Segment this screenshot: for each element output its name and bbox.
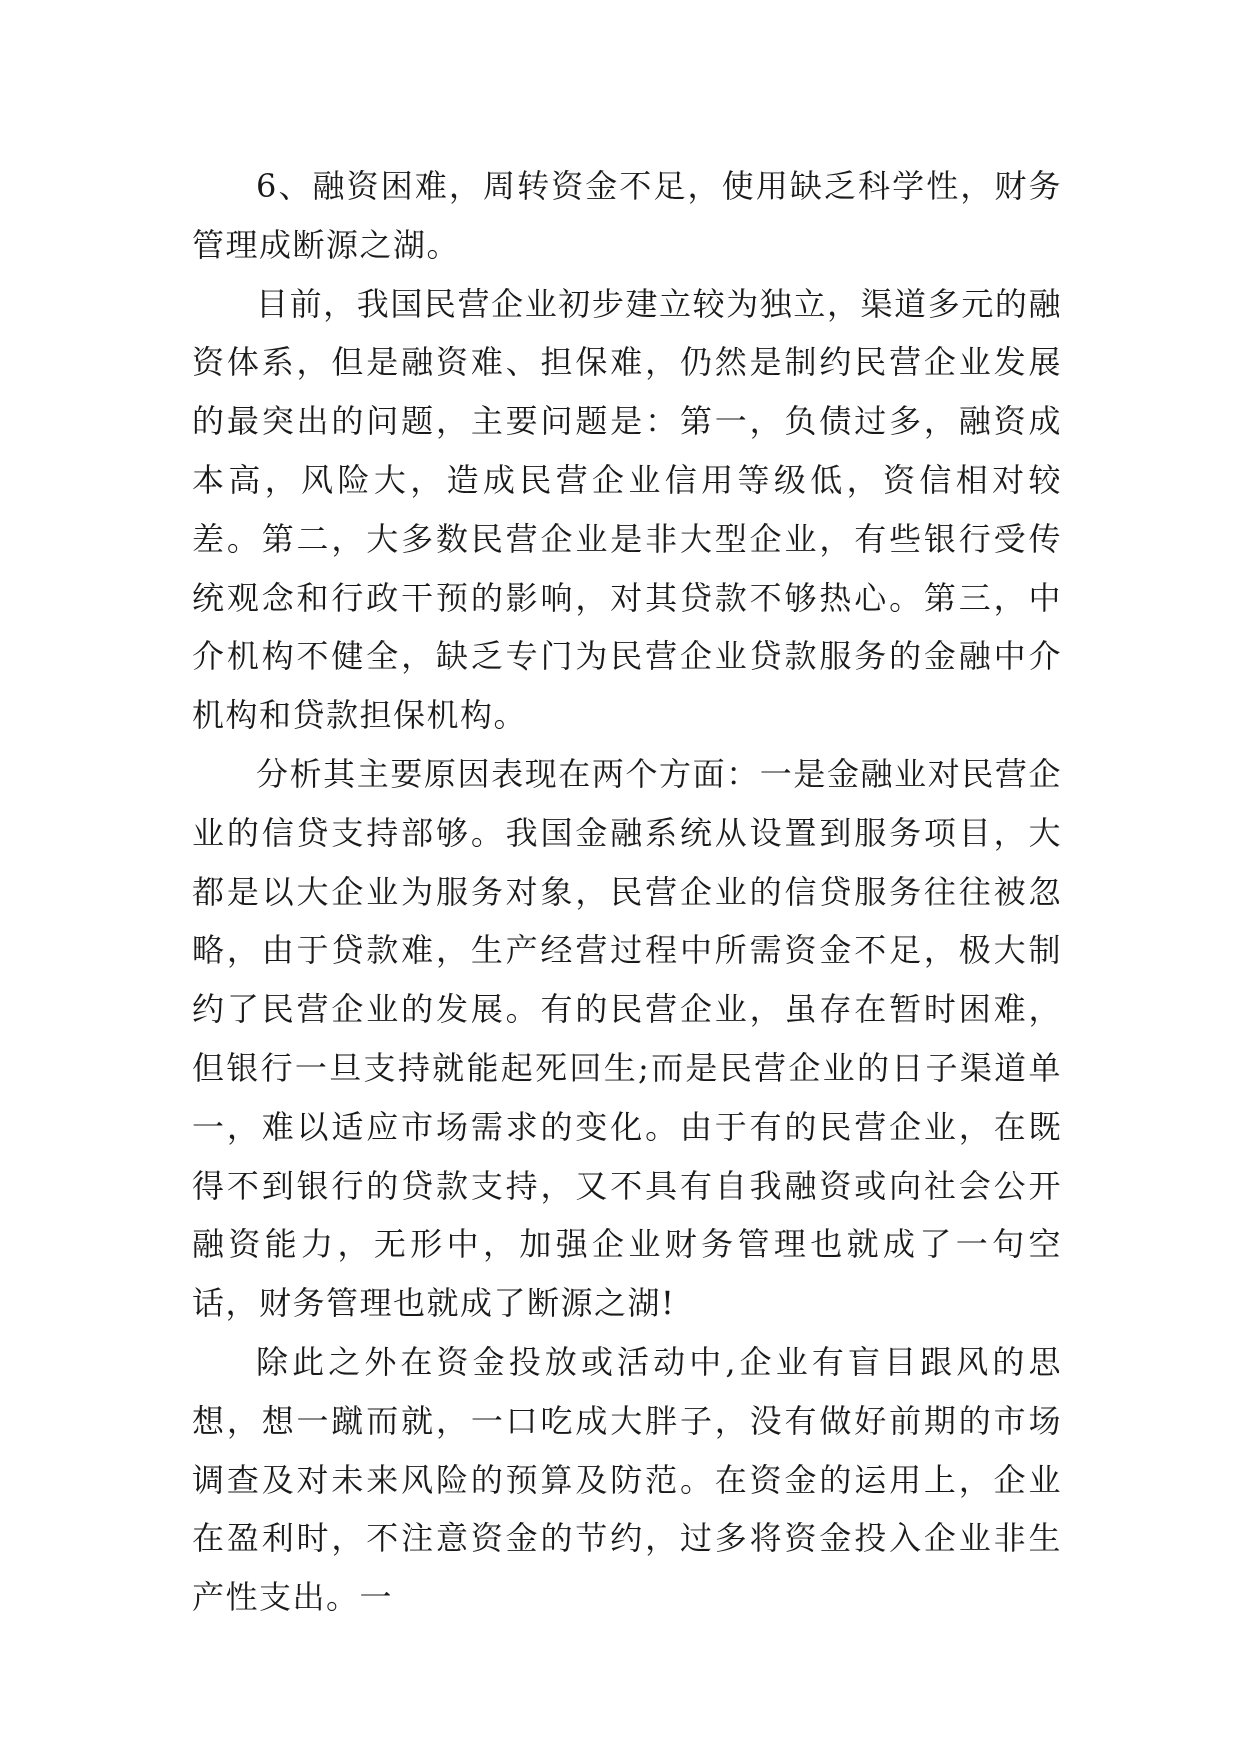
- paragraph-current-situation: 目前，我国民营企业初步建立较为独立，渠道多元的融资体系，但是融资难、担保难，仍然是制约民营企业发展的最突出的问题，主要问题是：第一，负债过多，融资成本高，风险大，造成民营企业信用等级低，资信相对较差。第二，大多数民营企业是非大型企业，有些银行受传统观念和行政干预的影响，对其贷款不够热心。第三，中介机构不健全，缺乏专门为民营企业贷款服务的金融中介机构和贷款担保机构。: [192, 284, 1062, 735]
- paragraph-financing-difficulty: 6、融资困难，周转资金不足，使用缺乏科学性，财务管理成断源之湖。: [192, 167, 1062, 264]
- paragraph-cause-analysis: 分析其主要原因表现在两个方面：一是金融业对民营企业的信贷支持部够。我国金融系统从设置到服务项目，大都是以大企业为服务对象，民营企业的信贷服务往往被忽略，由于贷款难，生产经营过程中所需资金不足，极大制约了民营企业的发展。有的民营企业，虽存在暂时困难，但银行一旦支持就能起死回生;而是民营企业的日子渠道单一，难以适应市场需求的变化。由于有的民营企业，在既得不到银行的贷款支持，又不具有自我融资或向社会公开融资能力，无形中，加强企业财务管理也就成了一句空话，财务管理也就成了断源之湖!: [192, 754, 1062, 1323]
- paragraph-fund-usage: 除此之外在资金投放或活动中,企业有盲目跟风的思想，想一蹴而就，一口吃成大胖子，没有做好前期的市场调查及对未来风险的预算及防范。在资金的运用上，企业在盈利时，不注意资金的节约，过多将资金投入企业非生产性支出。一: [192, 1342, 1062, 1617]
- document-body: [192, 157, 1062, 1627]
